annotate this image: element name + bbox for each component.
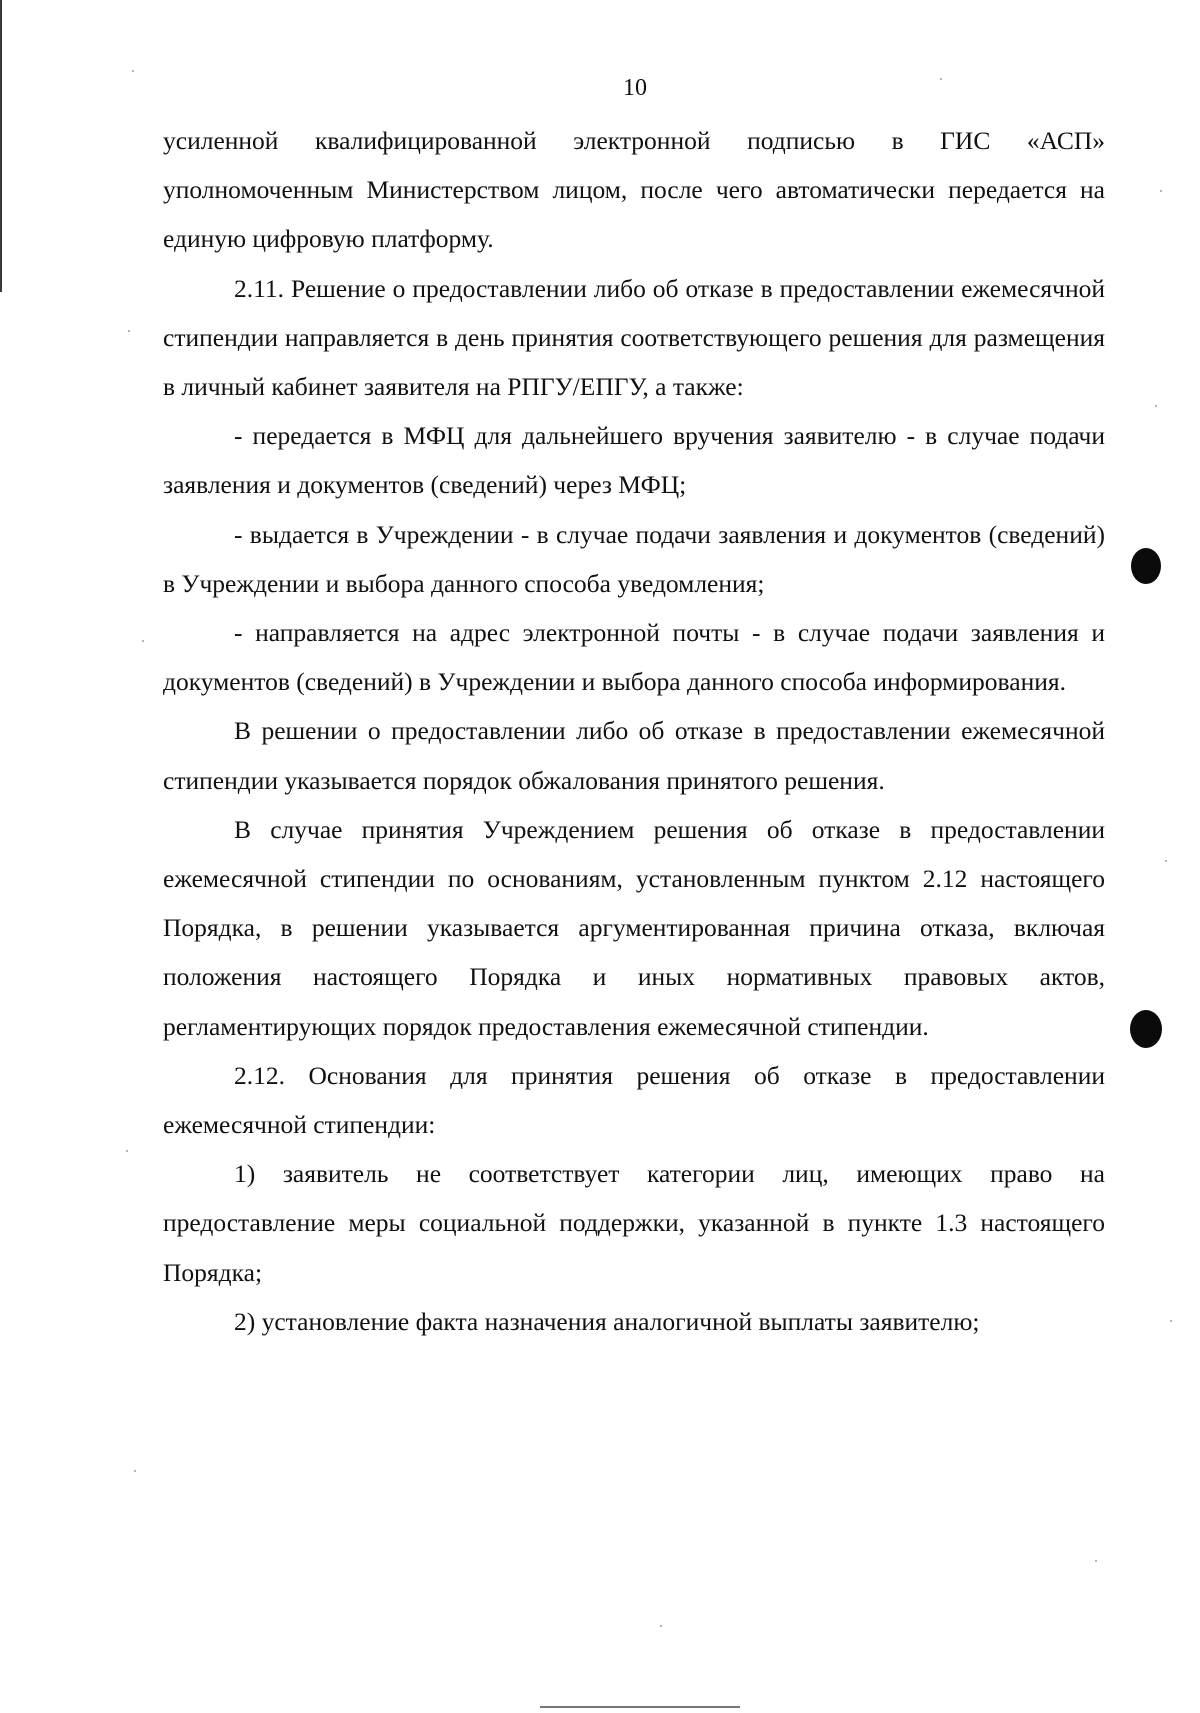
paragraph-appeal-procedure: В решении о предоставлении либо об отказе в предоставлении ежемесячной стипендии указывается порядок обжалования принятого решения. (163, 716, 1105, 795)
paragraph-ground-2: 2) установление факта назначения аналогичной выплаты заявителю; (234, 1306, 980, 1336)
scan-speck (1095, 1560, 1097, 1562)
scan-speck (128, 330, 130, 332)
document-body (163, 116, 1105, 1346)
scan-speck (940, 78, 942, 80)
scan-speck (142, 640, 144, 642)
punch-hole (1130, 1010, 1162, 1048)
paragraph-2-12: 2.12. Основания для принятия решения об отказе в предоставлении ежемесячной стипендии: (163, 1060, 1105, 1140)
scan-bottom-line (540, 1706, 740, 1708)
paragraph-mfc-delivery: - передается в МФЦ для дальнейшего вручения заявителю - в случае подачи заявления и документов (сведений) через МФЦ; (163, 421, 1105, 500)
paragraph-refusal-reasoning: В случае принятия Учреждением решения об отказе в предоставлении ежемесячной стипендии по основаниям, установленным пунктом 2.12 настоящего Порядка, в решении указывается аргументированная причина отказа, включая положения настоящего Порядка и иных нормативных правовых актов, регламентирующих порядок предоставления ежемесячной стипендии. (163, 814, 1105, 1041)
scan-speck (1165, 860, 1167, 862)
paragraph-institution-delivery: - выдается в Учреждении - в случае подачи заявления и документов (сведений) в Учреждении и выбора данного способа уведомления; (163, 519, 1105, 598)
scan-speck (132, 70, 134, 72)
paragraph-2-11: 2.11. Решение о предоставлении либо об отказе в предоставлении ежемесячной стипендии направляется в день принятия соответствующего решения для размещения в личный кабинет заявителя на РПГУ/ЕПГУ, а также: (163, 273, 1105, 402)
scan-speck (1170, 1320, 1172, 1322)
paragraph-email-delivery: - направляется на адрес электронной почты - в случае подачи заявления и документов (сведений) в Учреждении и выбора данного способа информирования. (163, 618, 1105, 697)
scan-speck (126, 1150, 128, 1152)
paragraph-ground-1: 1) заявитель не соответствует категории лиц, имеющих право на предоставление меры социальной поддержки, указанной в пункте 1.3 настоящего Порядка; (163, 1159, 1105, 1287)
paragraph-continuation: усиленной квалифицированной электронной подписью в ГИС «АСП» уполномоченным Министерством лицом, после чего автоматически передается на единую цифровую платформу. (163, 126, 1105, 254)
scan-speck (1155, 405, 1157, 407)
scan-speck (134, 1470, 136, 1472)
scan-edge-line (0, 0, 2, 292)
scan-speck (1160, 190, 1162, 192)
page-number: 10 (623, 75, 647, 101)
punch-hole (1131, 548, 1161, 584)
scan-speck (660, 1625, 662, 1627)
